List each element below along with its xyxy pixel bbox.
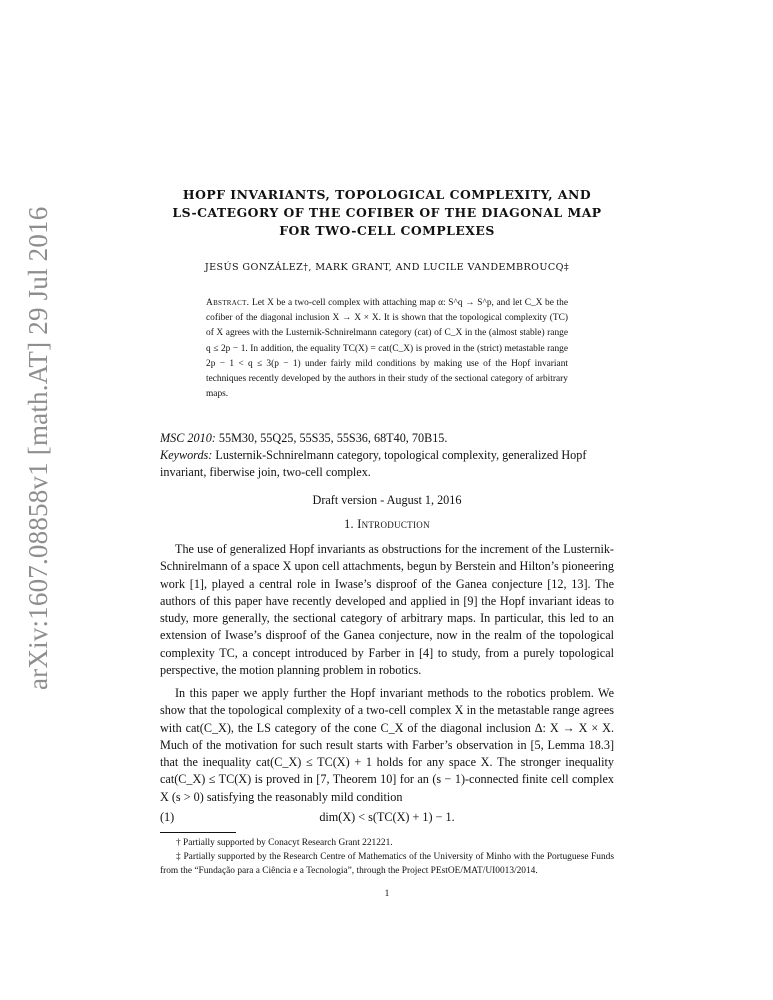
equation-number: (1)	[160, 810, 175, 824]
title-line-2: LS-CATEGORY OF THE COFIBER OF THE DIAGONAL MAP	[172, 205, 602, 220]
intro-paragraph-2: In this paper we apply further the Hopf invariant methods to the robotics problem. We show that the topological complexity of a two-cell complex X in the metastable range agrees with cat(C_X), the LS category of the cone C_X of the diagonal inclusion Δ: X → X × X. Much of the motivation for such result starts with Farber’s observation in [5, Lemma 18.3] that the inequality cat(C_X) ≤ TC(X) + 1 holds for any space X. The stronger inequality cat(C_X) ≤ TC(X) is proved in [7, Theorem 10] for an (s − 1)-connected finite cell complex X (s > 0) satisfying the reasonably mild condition	[160, 686, 614, 804]
abstract-label: Abstract.	[206, 298, 250, 308]
keywords-text: Lusternik-Schnirelmann category, topological complexity, generalized Hopf invariant, fiberwise join, two-cell complex.	[160, 448, 587, 479]
metadata-block	[160, 430, 614, 481]
footnote-2: ‡ Partially supported by the Research Centre of Mathematics of the University of Minho with the Portuguese Funds from the “Fundação para a Ciência e a Tecnologia”, through the Project PEstOE/MAT/UI0013/2014.	[160, 852, 614, 876]
author-list: JESÚS GONZÁLEZ†, MARK GRANT, AND LUCILE VANDEMBROUCQ‡	[204, 262, 570, 273]
footnotes	[160, 836, 614, 878]
draft-version: Draft version - August 1, 2016	[312, 493, 462, 507]
section-heading: 1. Introduction	[344, 517, 430, 531]
title-line-1: HOPF INVARIANTS, TOPOLOGICAL COMPLEXITY, AND	[182, 187, 592, 202]
msc-label: MSC 2010:	[160, 431, 216, 445]
paper-title	[160, 186, 614, 240]
page-number: 1	[384, 889, 390, 899]
keywords-line	[160, 447, 614, 481]
abstract	[206, 296, 568, 402]
equation-1	[160, 810, 614, 828]
footnote-1: † Partially supported by Conacyt Research Grant 221221.	[176, 838, 393, 848]
msc-codes: 55M30, 55Q25, 55S35, 55S36, 68T40, 70B15.	[218, 431, 448, 445]
keywords-label: Keywords:	[160, 448, 213, 462]
title-line-3: FOR TWO-CELL COMPLEXES	[279, 223, 495, 238]
arxiv-identifier-stamp: arXiv:1607.08858v1 [math.AT] 29 Jul 2016	[23, 206, 53, 690]
equation-body: dim(X) < s(TC(X) + 1) − 1.	[319, 810, 455, 824]
intro-paragraph-1: The use of generalized Hopf invariants as obstructions for the increment of the Lusternik-Schnirelmann of a space X upon cell attachments, begun by Berstein and Hilton’s pioneering work [1], played a central role in Iwase’s disproof of the Ganea conjecture [12, 13]. The authors of this paper have recently developed and applied in [9] the Hopf invariant ideas to study, more generally, the sectional category of arbitrary maps. In particular, this led to an extension of Iwase’s disproof of the Ganea conjecture, now in the realm of the topological complexity TC, a concept introduced by Farber in [4] to study, from a purely topological perspective, the motion planning problem in robotics.	[160, 542, 614, 678]
msc-line	[160, 430, 614, 447]
abstract-text: Let X be a two-cell complex with attaching map α: S^q → S^p, and let C_X be the cofiber of the diagonal inclusion X → X × X. It is shown that the topological complexity (TC) of X agrees with the Lusternik-Schnirelmann category (cat) of C_X in the (almost stable) range q ≤ 2p − 1. In addition, the equality TC(X) = cat(C_X) is proved in the (strict) metastable range 2p − 1 < q ≤ 3(p − 1) under fairly mild conditions by making use of the Hopf invariant techniques recently developed by the authors in their study of the sectional category of arbitrary maps.	[206, 298, 568, 400]
footnote-rule	[160, 832, 236, 833]
